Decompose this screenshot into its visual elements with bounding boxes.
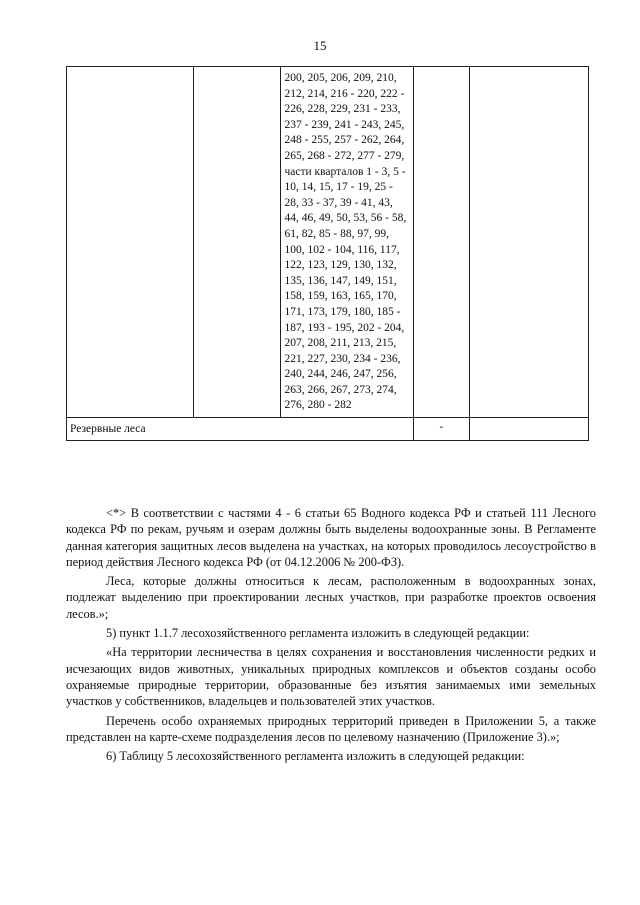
table-cell-area bbox=[414, 67, 469, 418]
table-cell-extra bbox=[469, 418, 588, 441]
table-row bbox=[67, 67, 589, 418]
paragraph-protected-areas: «На территории лесничества в целях сохранения и восстановления численности редких и исчезающих видов животных, уникальных природных комплексов и объектов созданы особо охраняемые природные территории, образованные без изъятия занимаемых ими земельных участков у собственников, владельцев и пользователей этих участков. bbox=[66, 645, 596, 709]
table-cell-quarters bbox=[280, 67, 414, 418]
quarters-list: 200, 205, 206, 209, 210, 212, 214, 216 - 220, 222 - 226, 228, 229, 231 - 233, 237 - 239, 241 - 243, 245, 248 - 255, 257 - 262, 264, 265, 268 - 272, 277 - 279, части кварталов 1 - 3, 5 - 10, 14, 15, 17 - 19, 25 - 28, 33 - 37, 39 - 41, 43, 44, 46, 49, 50, 53, 56 - 58, 61, 82, 85 - 88, 97, 99, 100, 102 - 104, 116, 117, 122, 123, 129, 130, 132, 135, 136, 147, 149, 151, 158, 159, 163, 165, 170, 171, 173, 179, 180, 185 - 187, 193 - 195, 202 - 204, 207, 208, 211, 213, 215, 221, 227, 230, 234 - 236, 240, 244, 246, 247, 256, 263, 266, 267, 273, 274, 276, 280 - 282 bbox=[284, 72, 407, 412]
paragraph-item-5: 5) пункт 1.1.7 лесохозяйственного регламента изложить в следующей редакции: bbox=[106, 626, 530, 641]
page-number: 15 bbox=[313, 38, 327, 53]
body-text bbox=[66, 505, 596, 767]
paragraph-water-zones: Леса, которые должны относиться к лесам, расположенным в водоохранных зонах, подлежат выделению при проектировании лесных участков, при разработке проектов освоения лесов.»; bbox=[66, 574, 596, 621]
table-cell-forestry bbox=[194, 67, 280, 418]
table-cell-extra bbox=[469, 67, 588, 418]
paragraph-appendix-list: Перечень особо охраняемых природных территорий приведен в Приложении 5, а также представлен на карте-схеме подразделения лесов по целевому назначению (Приложение 3).»; bbox=[66, 713, 596, 744]
table-row bbox=[67, 418, 589, 441]
reserve-forest-area: - bbox=[414, 418, 469, 441]
paragraph-footnote: <*> В соответствии с частями 4 - 6 статьи 65 Водного кодекса РФ и статьей 111 Лесного кодекса РФ по рекам, ручьям и озерам должны быть выделены водоохранные зоны. В Регламенте данная категория защитных лесов выделена на участках, на которых проводилось лесоустройство в период действия Лесного кодекса РФ (от 04.12.2006 № 200-ФЗ). bbox=[66, 506, 596, 569]
paragraph-item-6: 6) Таблицу 5 лесохозяйственного регламента изложить в следующей редакции: bbox=[106, 749, 525, 764]
reserve-forest-label: Резервные леса bbox=[67, 418, 414, 441]
forest-table bbox=[66, 66, 589, 441]
table-cell-category bbox=[67, 67, 194, 418]
